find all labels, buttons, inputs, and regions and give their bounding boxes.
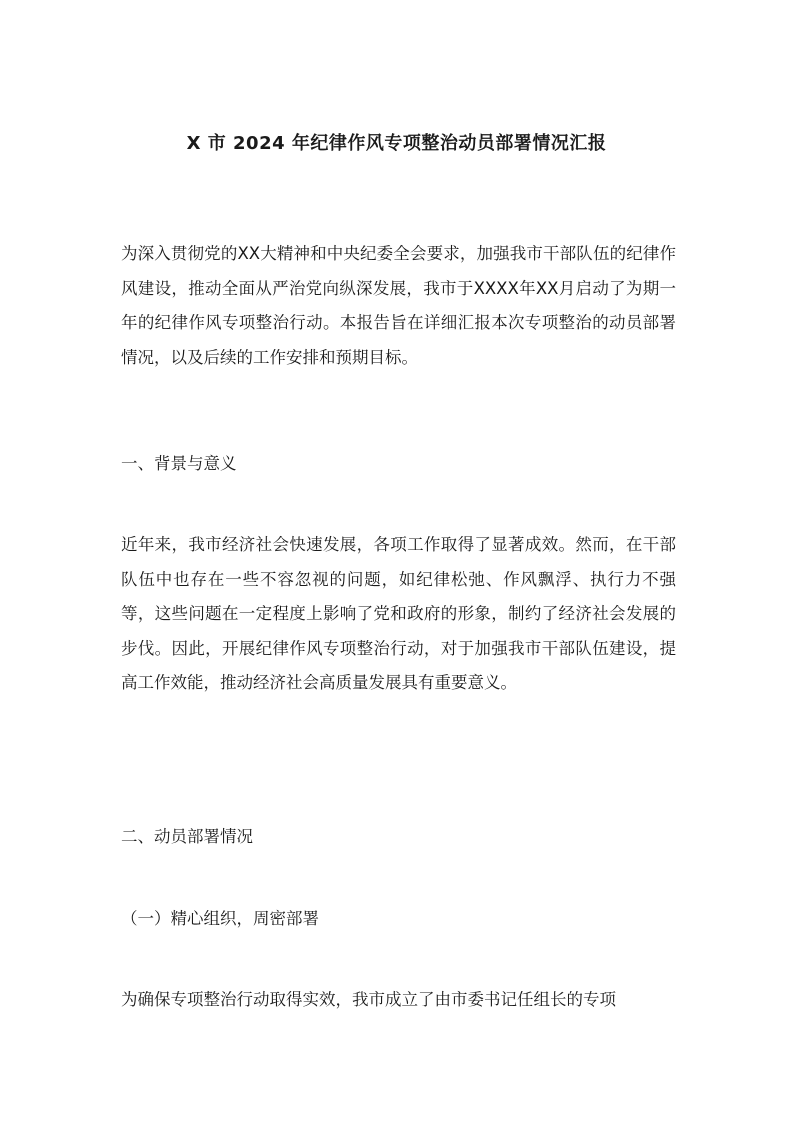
organize-paragraph: 为确保专项整治行动取得实效，我市成立了由市委书记任组长的专项 [121, 990, 616, 1009]
background-paragraph: 近年来，我市经济社会快速发展，各项工作取得了显著成效。然而，在干部队伍中也存在一些不容忽视的问题，如纪律松弛、作风飘浮、执行力不强等，这些问题在一定程度上影响了党和政府的形象，制约了经济社会发展的步伐。因此，开展纪律作风专项整治行动，对于加强我市干部队伍建设，提高工作效能，推动经济社会高质量发展具有重要意义。 [121, 535, 676, 692]
section-heading-background: 一、背景与意义 [121, 454, 237, 473]
intro-paragraph: 为深入贯彻党的XX大精神和中央纪委全会要求，加强我市干部队伍的纪律作风建设，推动全面从严治党向纵深发展，我市于XXXX年XX月启动了为期一年的纪律作风专项整治行动。本报告旨在详细汇报本次专项整治的动员部署情况，以及后续的工作安排和预期目标。 [121, 244, 676, 367]
document-title: X 市 2024 年纪律作风专项整治动员部署情况汇报 [186, 133, 607, 154]
subsection-heading-organize: （一）精心组织，周密部署 [121, 909, 319, 928]
section-heading-deployment: 二、动员部署情况 [121, 827, 253, 846]
